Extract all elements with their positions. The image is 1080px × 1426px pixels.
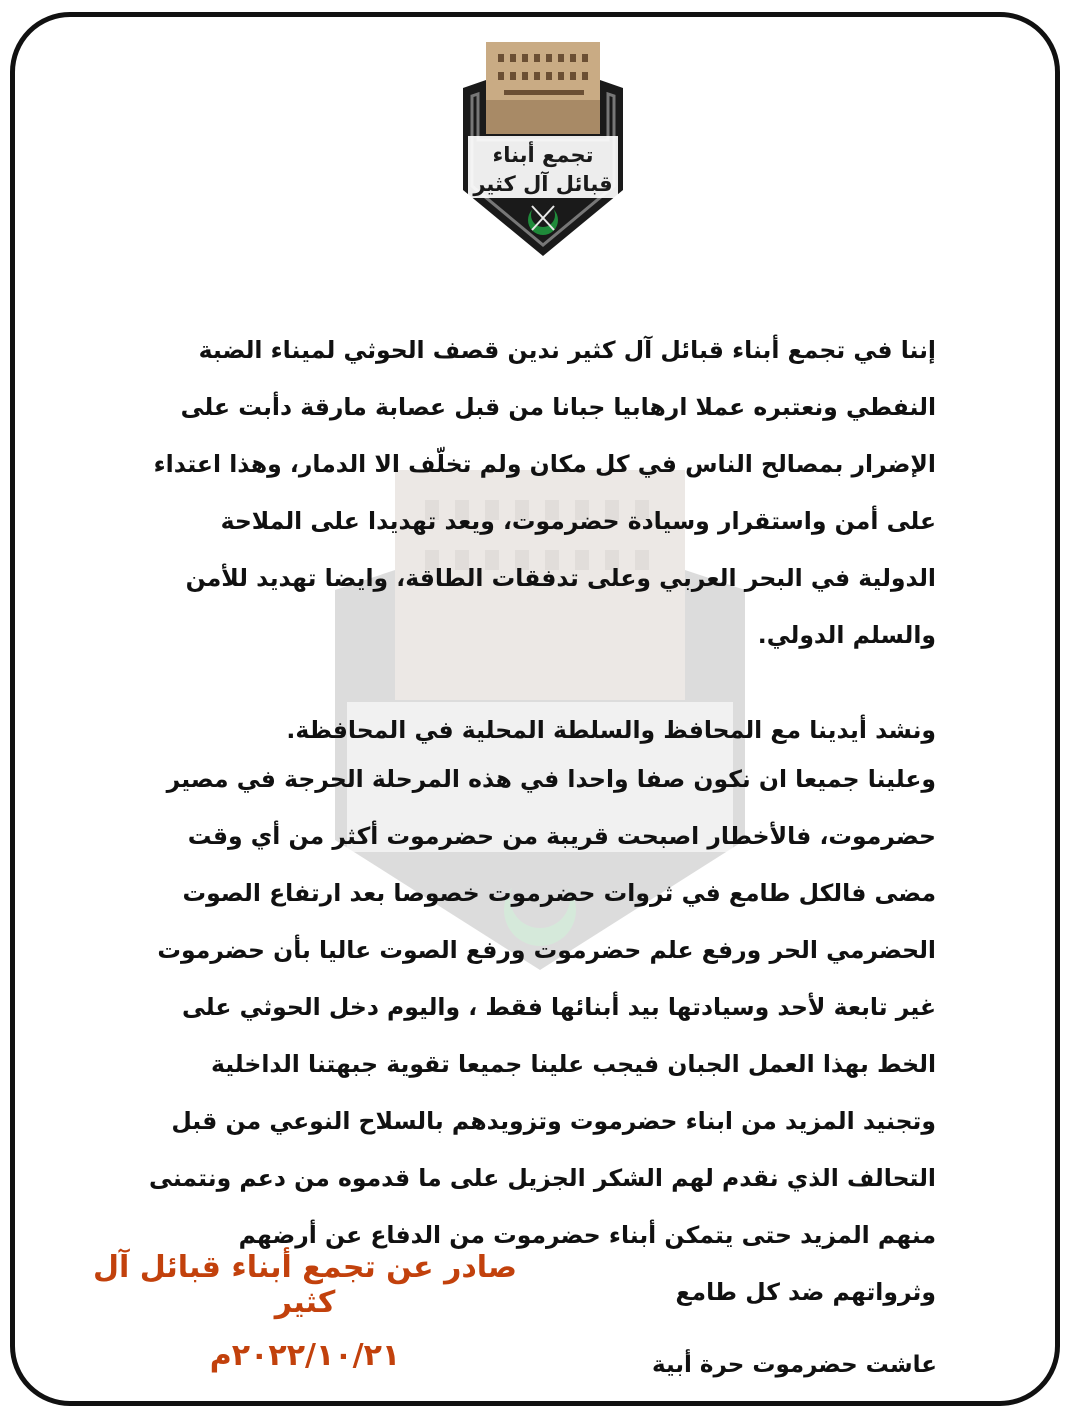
closing-slogan: عاشت حضرموت حرة أبية [652, 1352, 937, 1378]
statement-paragraph-2: ونشد أيدينا مع المحافظ والسلطة المحلية في المحافظة. [286, 716, 936, 744]
logo-line2: قبائل آل كثير [473, 172, 613, 196]
issue-date: ٢٠٢٢/١٠/٢١م [209, 1338, 401, 1373]
issuer-name: صادر عن تجمع أبناء قبائل آل كثير [92, 1250, 518, 1320]
logo [448, 40, 638, 260]
statement-paragraph-1: إننا في تجمع أبناء قبائل آل كثير ندين قصف الحوثي لميناء الضبة النفطي ونعتبره عملا ارهابيا جبانا من قبل عصابة مارقة دأبت على الإضرار بمصالح الناس في كل مكان ولم تخلّف الا الدمار، وهذا اعتداء على أمن واستقرار وسيادة حضرموت، ويعد تهديدا على الملاحة الدولية في البحر العربي وعلى تدفقات الطاقة، وايضا تهديد للأمن والسلم الدولي. [153, 336, 936, 649]
crescent-swords-icon [528, 203, 558, 235]
statement-body [140, 322, 936, 1321]
issuer-block [70, 1250, 540, 1373]
statement-paragraph-3: وعلينا جميعا ان نكون صفا واحدا في هذه المرحلة الحرجة في مصير حضرموت، فالأخطار اصبحت قريبة من حضرموت أكثر من أي وقت مضى فالكل طامع في ثروات حضرموت خصوصا بعد ارتفاع الصوت الحضرمي الحر ورفع علم حضرموت ورفع الصوت عاليا بأن حضرموت غير تابعة لأحد وسيادتها بيد أبنائها فقط ، واليوم دخل الحوثي على الخط بهذا العمل الجبان فيجب علينا جميعا تقوية جبهتنا الداخلية وتجنيد المزيد من ابناء حضرموت وتزويدهم بالسلاح النوعي من قبل التحالف الذي نقدم لهم الشكر الجزيل على ما قدموه من دعم ونتمنى منهم المزيد حتى يتمكن أبناء حضرموت من الدفاع عن أرضهم وثرواتهم ضد كل طامع [149, 765, 936, 1306]
logo-line1: تجمع أبناء [492, 143, 594, 167]
